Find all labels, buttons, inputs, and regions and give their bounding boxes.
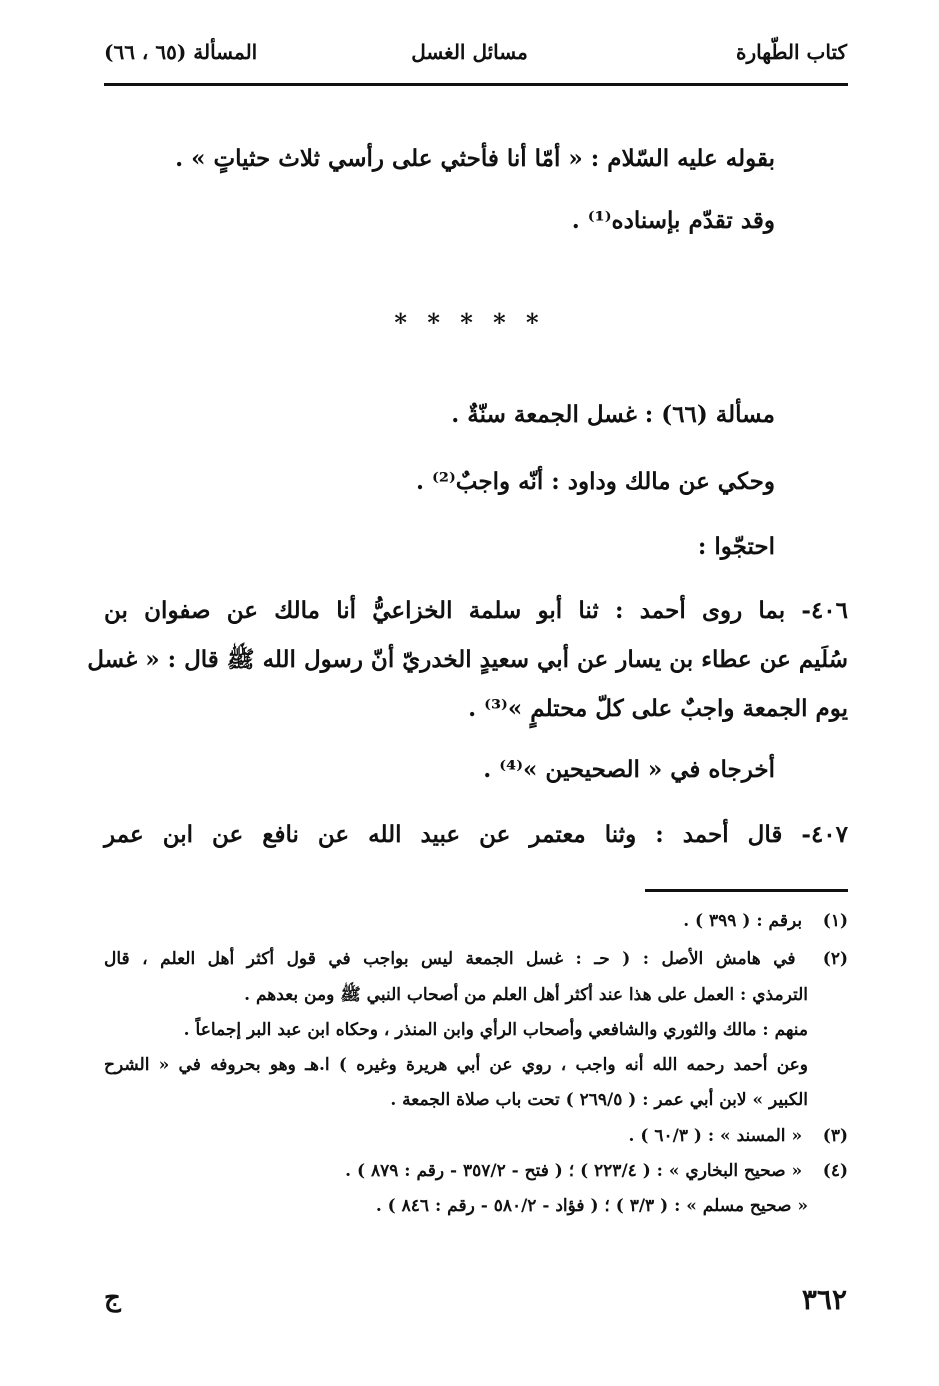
body-line-4: وحكي عن مالك وداود : أنّه واجبٌ⁽²⁾ . [416,468,775,495]
page-number: ٣٦٢ [801,1283,847,1316]
footnote-2-number: (٢) [822,949,848,969]
footnote-1 [104,908,848,934]
running-header-book: كتاب الطّهارة [736,40,847,64]
hadith-407-line-1: ٤٠٧- قال أحمد : وثنا معتمر عن عبيد الله عن نافع عن ابن عمر [104,821,848,848]
footnote-2-line-2: الترمذي : العمل على هذا عند أكثر أهل العلم من أصحاب النبي ﷺ ومن بعدهم . [244,985,808,1005]
footnote-4-line-2: « صحيح مسلم » : ( ٣/٣ ) ؛ ( فؤاد - ٥٨٠/٢ - رقم : ٨٤٦ ) . [375,1196,808,1216]
footnote-3-number: (٣) [822,1126,848,1146]
section-separator: * * * * * [394,308,545,337]
signature-mark: ج [104,1283,121,1313]
body-line-1: بقوله عليه السّلام : « أمّا أنا فأحثي على رأسي ثلاث حثياتٍ » . [175,145,775,172]
body-line-5: احتجّوا : [697,533,775,560]
hadith-406-line-3: يوم الجمعة واجبٌ على كلّ محتلمٍ »⁽³⁾ . [468,695,848,722]
hadith-406-line-1: ٤٠٦- بما روى أحمد : ثنا أبو سلمة الخزاعيُّ أنا مالك عن صفوان بن [104,597,848,624]
footnote-4-line-1 [104,1158,848,1184]
hadith-406-line-2: سُلَيم عن عطاء بن يسار عن أبي سعيدٍ الخدريّ أنّ رسول الله ﷺ قال : « غسل [87,646,848,673]
running-header-section: مسائل الغسل [411,40,528,64]
footnote-2-line-5: الكبير » لابن أبي عمر : ( ٢٦٩/٥ ) تحت باب صلاة الجمعة . [390,1090,808,1110]
footnote-2-line-3: منهم : مالك والثوري والشافعي وأصحاب الرأي وابن المنذر ، وحكاه ابن عبد البر إجماعاً . [183,1020,808,1040]
footnote-4-text-a: « صحيح البخاري » : ( ٢٢٣/٤ ) ؛ ( فتح - ٣٥٧/٢ - رقم : ٨٧٩ ) . [345,1161,803,1181]
footnote-4-number: (٤) [822,1161,848,1181]
header-rule [104,83,848,86]
issue-heading: مسألة (٦٦) : غسل الجمعة سنّةٌ . [451,401,775,428]
running-header-issue: المسألة (٦٥ ، ٦٦) [104,40,258,64]
footnote-2-line-1 [104,946,848,972]
footnote-3 [104,1123,848,1149]
body-line-9: أخرجاه في « الصحيحين »⁽⁴⁾ . [483,756,775,783]
footnote-2-line-4: وعن أحمد رحمه الله أنه واجب ، روي عن أبي هريرة وغيره ) ا.هـ وهو بحروفه في « الشرح [104,1055,808,1075]
footnote-rule [645,889,848,892]
footnote-2-text-a: في هامش الأصل : ( حـ : غسل الجمعة ليس بواجب في قول أكثر أهل العلم ، قال [104,949,796,969]
body-line-2: وقد تقدّم بإسناده⁽¹⁾ . [571,207,775,234]
footnote-3-text: « المسند » : ( ٦٠/٣ ) . [628,1126,803,1146]
footnote-1-number: (١) [822,911,848,931]
footnote-1-text: برقم : ( ٣٩٩ ) . [683,911,803,931]
